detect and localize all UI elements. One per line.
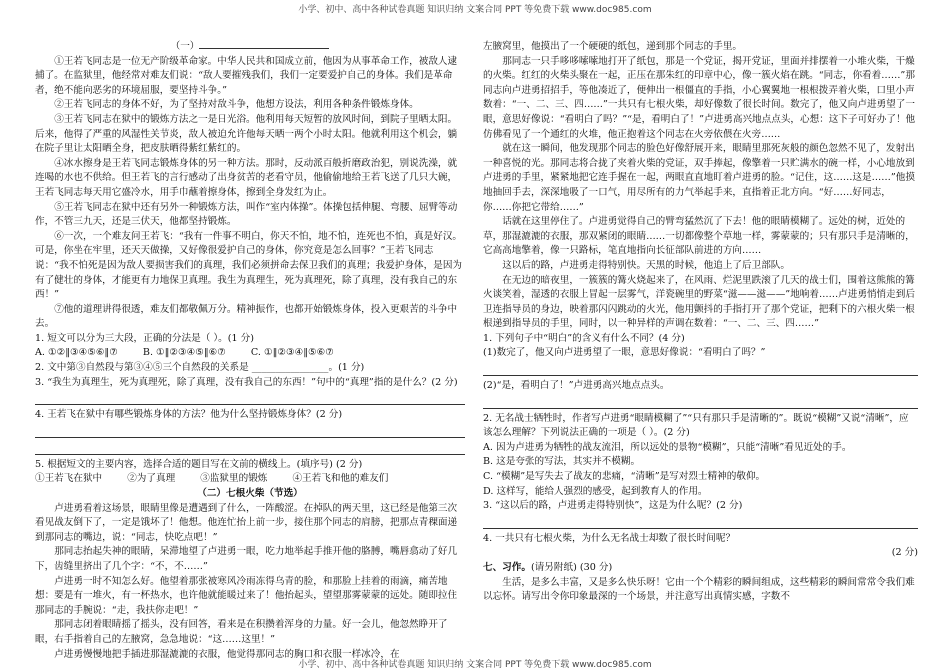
answer-line-4b[interactable] <box>35 441 465 455</box>
passage2-cont-5: 这以后的路，卢进勇走得特别快。天黑的时候，他追上了后卫部队。 <box>502 259 790 271</box>
option-a[interactable]: A. ①②‖③④⑤⑥‖⑦ <box>35 347 118 359</box>
title-option-2[interactable]: ②为了真理 <box>127 473 176 485</box>
r-question-1b: (2)“是，看明白了！”卢进勇高兴地点点头。 <box>483 380 670 392</box>
title-option-3[interactable]: ③监狱里的锻炼 <box>200 473 268 485</box>
answer-line-3[interactable] <box>35 391 465 405</box>
r-question-1a: (1)数完了，他又向卢进勇望了一眼，意思好像说：“看明白了吗？” <box>483 347 766 359</box>
r-question-2: 2. 无名战士牺牲时，作者写卢进勇“眼睛模糊了”“只有那只手是清晰的”。既说“模糊”又说“清晰”，应该怎么理解？下列说法正确的一项是（ ）。(2 分) <box>483 412 909 439</box>
r-option-b[interactable]: B. 这是夸张的写法，其实并不模糊。 <box>483 456 641 468</box>
passage1-para-2: ②王若飞同志的身体不好，为了坚持对敌斗争，他想方设法，利用各种条件锻炼身体。 <box>54 99 419 111</box>
page-footer: 小学、初中、高中各种试卷真题 知识归纳 文案合同 PPT 等免费下载 www.doc985.com <box>298 660 652 670</box>
r-answer-line-3[interactable] <box>483 515 918 529</box>
passage2-para-4: 那同志闭着眼睛摇了摇头，没有回答，看来是在积攒着浑身的力量。好一会儿，他忽然睁开了眼，右手指着自己的左腋窝，急急地说：“这……这里！” <box>35 619 448 645</box>
section2-title: （二）七根火柴（节选） <box>197 488 303 500</box>
right-column <box>483 40 918 646</box>
section7-note: (请另附纸) (30 分) <box>530 562 613 573</box>
passage2-cont-2: 那同志一只手哆哆嗦嗦地打开了纸包，那是一个党证，揭开党证，里面并排摆着一小堆火柴，干燥的火柴。红红的火柴头聚在一起，正压在那朱红的印章中心，像一簇火焰在跳。“同志，你看着……”那同志向卢进勇招招手，等他凑近了，便伸出一根僵直的手指，小心翼翼地一根根拨弄着火柴，口里小声数着：“一、二、三、四……”一共只有七根火柴，却好像数了很长时间。数完了，他又向卢进勇望了一眼，意思好像说：“看明白了吗？”“是，看明白了！”卢进勇高兴地点点头，心想：这下子可好办了！他仿佛看见了一个通红的火堆，他正抱着这个同志在火旁依偎在火旁…… <box>483 55 916 140</box>
question-5: 5. 根据短文的主要内容，选择合适的题目写在文前的横线上。(填序号) (2 分) <box>35 458 363 470</box>
passage1-para-6: ⑥一次，一个难友问王若飞：“我有一件事不明白，你天不怕，地不怕，连死也不怕，真是好汉。可是，你坐在牢里，还天天做操，又好像很爱护自己的身体，你究竟是怎么回事？”王若飞同志说：“我不怕死是因为敌人要损害我们的真理，我们必须拼命去保卫我们的真理；我爱护身体，是因为有了健壮的身体，才能更有力地保卫真理。我生为真理生，死为真理死，除了真理，没有我自己的东西！” <box>35 230 463 301</box>
r-option-d[interactable]: D. 这样写，能给人强烈的感受，起到教育人的作用。 <box>483 485 708 497</box>
passage2-cont-4: 话就在这里停住了。卢进勇觉得自己的臂弯猛然沉了下去！他的眼睛模糊了。远处的树，近处的草，那湿漉漉的衣服，那双紧闭的眼睛……一切都像整个草地一样，雾蒙蒙的；只有那只手是清晰的，它高高地擎着，像一只路标，笔直地指向长征部队前进的方向…… <box>483 216 915 257</box>
r-option-a[interactable]: A. 因为卢进勇为牺牲的战友流泪，所以远处的景物“模糊”，只能“清晰”看见近处的手。 <box>483 441 852 453</box>
r-question-3: 3. “这以后的路，卢进勇走得特别快”，这是为什么呢？(2 分) <box>483 500 743 512</box>
r-question-4-score: (2 分) <box>891 547 918 559</box>
answer-line-4a[interactable] <box>35 424 465 438</box>
r-answer-line-1b[interactable] <box>483 395 918 409</box>
left-column <box>35 40 465 660</box>
passage2-para-2: 那同志抬起失神的眼睛，呆滞地望了卢进勇一眼，吃力地举起手推开他的胳膊，嘴唇翕动了好几下，齿缝里挤出了几个字：“不，不……” <box>35 546 458 572</box>
passage2-cont-1: 左腋窝里，他摸出了一个硬硬的纸包，递到那个同志的手里。 <box>483 41 743 52</box>
title-option-1[interactable]: ①王若飞在狱中 <box>35 473 103 485</box>
r-question-1: 1. 下列句子中“明白”的含义有什么不同？(4 分) <box>483 332 685 344</box>
passage1-para-4: ④冰水擦身是王若飞同志锻炼身体的另一种方法。那时，反动派百般折磨政治犯，别说洗澡，就连喝的水也不供给。但王若飞的言行感动了出身贫苦的老看守员，他偷偷地给王若飞送了几只大碗，王若飞同志每天用它盛冷水，用手巾蘸着擦身体，擦到全身发红为止。 <box>35 157 458 198</box>
question-5-options <box>35 472 465 487</box>
passage2-cont-3: 就在这一瞬间，他发现那个同志的脸色好像舒展开来，眼睛里那死灰般的颜色忽然不见了，发射出一种喜悦的光。那同志将合拢了夹着火柴的党证，双手捧起，像擎着一只贮满水的碗一样，小心地放到卢进勇的手里，紧紧地把它连手握在一起，两眼直直地盯着卢进勇的脸。“记住，这……这是……”他摸地抽回手去，深深地吸了一口气，用尽所有的力气举起手来，直指着正北方向。“好……好同志，你……你把它带给……” <box>483 143 915 213</box>
option-b[interactable]: B. ①‖②③④⑤‖⑥⑦ <box>142 347 226 359</box>
r-answer-line-1a[interactable] <box>483 362 918 376</box>
passage2-para-1: 卢进勇看着这场景，眼睛里像是遭遇到了什么，一阵酸涩。在掉队的两天里，这已经是他第三次看见战友倒下了，一定是饿坏了！他想。他连忙抬上前一步，接住那个同志的肩膀，把那点青稞面递到那同志的嘴边，说：“同志，快吃点吧！” <box>35 502 458 543</box>
section7-title: 七、习作。 <box>483 562 531 573</box>
r-question-4: 4. 一共只有七根火柴，为什么无名战士却数了很长时间呢？ <box>483 532 736 544</box>
section7 <box>483 561 918 576</box>
title-option-4[interactable]: ④王若飞和他的难友们 <box>292 473 389 485</box>
section1-title: （一） <box>35 40 465 55</box>
passage1-para-3: ③王若飞同志在狱中的锻炼方法之一是日光浴。他利用每天短暂的放风时间，到院子里晒太阳。后来，他得了严重的风湿性关节炎，敌人被迫允许他每天晒一两个小时太阳。他就利用这个机会，躺在院子里让太阳晒全身，把皮肤晒得紫红紫红的。 <box>35 113 458 155</box>
passage2-para-3: 卢进勇一时不知怎么好。他望着那张被寒风冷雨冻得乌青的脸，和那脸上挂着的雨滴，痛苦地想：要是有一堆火，有一杯热水，也许他就能暖过来了！他抬起头，望望那雾蒙蒙的远处。随即拉住那同志的手腕说：“走，我扶你走吧！” <box>35 575 458 616</box>
option-c[interactable]: C. ①‖②③④‖⑤⑥⑦ <box>250 347 334 359</box>
r-option-c[interactable]: C. “模糊”是写失去了战友的悲痛，“清晰”是写对烈士精神的敬仰。 <box>483 471 766 483</box>
question-1: 1. 短文可以分为三大段，正确的分法是（ ）。(1 分) <box>35 332 254 344</box>
section7-text: 生活，是多么丰富，又是多么快乐呀！它由一个个精彩的瞬间组成，这些精彩的瞬间常常令我们难以忘怀。请写出令你印象最深的一个场景，并注意写出真情实感，字数不 <box>483 576 915 603</box>
passage1-para-1: ①王若飞同志是一位无产阶级革命家。中华人民共和国成立前，他因为从事革命工作，被敌人逮捕了。在监狱里，他经常对难友们说：“敌人要摧残我们，我们一定要爱护自己的身体。我们是革命者，绝不能向恶劣的环境屈服，要坚持斗争。” <box>35 55 458 96</box>
page-header: 小学、初中、高中各种试卷真题 知识归纳 文案合同 PPT 等免费下载 www.doc985.com <box>298 5 652 15</box>
title-blank[interactable] <box>199 48 329 49</box>
passage2-para-5: 卢进勇慢慢地把手插进那湿漉漉的衣服，他觉得那同志的胸口和衣服一样冰冷，在 <box>54 648 400 660</box>
passage1-para-5: ⑤王若飞同志在狱中还有另外一种锻炼方法，叫作“室内体操”。体操包括伸腿、弯腰、屈臂等动作，不管三九天，还是三伏天，他都坚持锻炼。 <box>35 201 458 228</box>
passage2-cont-6: 在无边的暗夜里，一簇簇的篝火烧起来了，在风雨、烂泥里跌滚了几天的战士们，围着这熊熊的篝火谈笑着，湿透的衣服上冒起一层雾气，洋瓷碗里的野菜“滋——滋——”地响着……卢进勇悄悄走到后卫连指导员的身边，映着那闪闪跳动的火光，他用颤抖的手指打开了那个党证，把剩下的六根火柴一根根递到指导员的手里，同时，以一种异样的声调在数着：“一、二、三、四……” <box>483 274 915 330</box>
question-3: 3. “我生为真理生，死为真理死，除了真理，没有我自己的东西！”句中的“真理”指的是什么？(2 分) <box>35 376 458 388</box>
question-1-options <box>35 346 465 361</box>
question-2: 2. 文中第③自然段与第③④⑤三个自然段的关系是 ________________。(1 分) <box>35 362 365 374</box>
passage1-para-7: ⑦他的道理讲得很透，难友们都敬佩万分。精神振作，也都开始锻炼身体，投入更艰苦的斗争中去。 <box>35 303 458 330</box>
question-4: 4. 王若飞在狱中有哪些锻炼身体的方法？他为什么坚持锻炼身体？(2 分) <box>35 409 343 421</box>
